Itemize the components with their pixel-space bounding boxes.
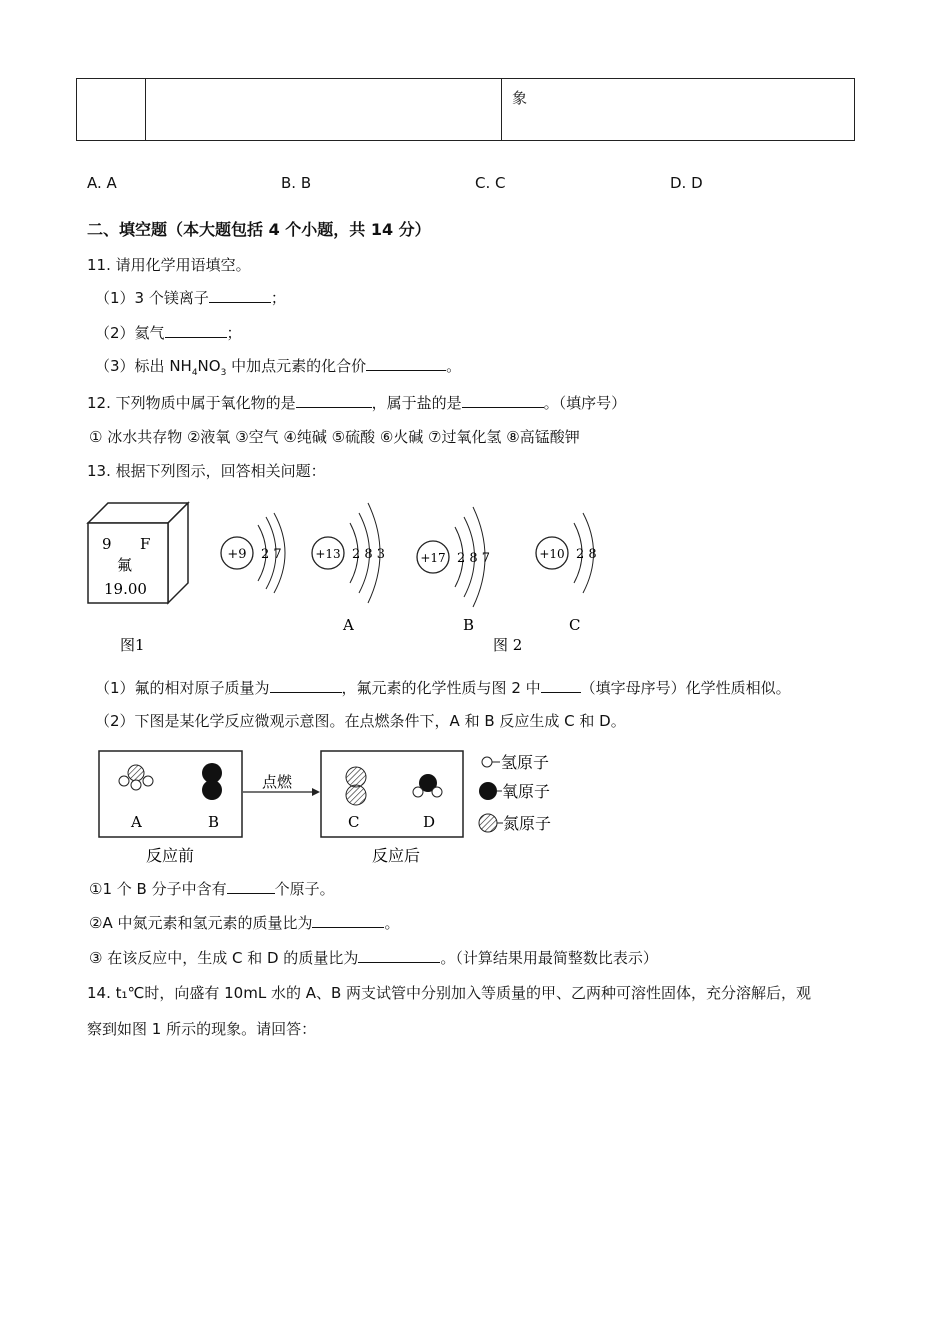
answer-blank[interactable] [462, 393, 544, 408]
q11-p1-end: ； [270, 289, 286, 307]
q13-s2-text: 。 [384, 914, 400, 932]
table-cell-text: 象 [512, 89, 528, 107]
q13-part2: （2）下图是某化学反应微观示意图。在点燃条件下，A 和 B 反应生成 C 和 D。 [95, 712, 626, 730]
atom-structure-f [221, 513, 285, 593]
answer-table [76, 78, 855, 141]
formula-dotted-element [198, 357, 221, 375]
q13-stem: 13. 根据下列图示，回答相关问题： [87, 462, 326, 480]
label-c: C [348, 813, 360, 831]
answer-blank[interactable] [541, 678, 581, 693]
shell-electrons: 2 8 3 [352, 547, 386, 562]
fig2-caption: 图 2 [493, 636, 523, 654]
option-b[interactable]: B. B [281, 174, 312, 192]
q12-items: ① 冰水共存物 ②液氧 ③空气 ④纯碱 ⑤硫酸 ⑥火碱 ⑦过氧化氢 ⑧高锰酸钾 [89, 428, 580, 446]
legend-hydrogen: 氢原子 [501, 753, 550, 772]
atom-label: C [569, 616, 581, 634]
atom-structure-c [536, 513, 597, 634]
q11-p3-text: （3）标出 [95, 357, 170, 375]
q14-line2: 察到如图 1 所示的现象。请回答： [87, 1020, 317, 1038]
section-title: 二、填空题（本大题包括 4 个小题，共 14 分） [87, 220, 431, 239]
formula-subscript: 4 [191, 368, 198, 378]
q11-part2 [95, 323, 242, 343]
q13-p1-text: ，氟元素的化学性质与图 2 中 [341, 679, 541, 697]
q12-stem [87, 393, 626, 413]
q13-s3-text: ③ 在该反应中，生成 C 和 D 的质量比为 [89, 949, 359, 967]
shell-electrons: 2 7 [261, 547, 282, 562]
table-cell [502, 79, 855, 141]
q13-s1-text: 个原子。 [274, 880, 335, 898]
legend-nitrogen: 氮原子 [503, 814, 552, 833]
atom-label: A [343, 616, 354, 634]
element-number: 9 [102, 535, 112, 553]
element-name: 氟 [117, 556, 133, 574]
q14-line1: 14. t₁℃时，向盛有 10mL 水的 A、B 两支试管中分别加入等质量的甲、乙两种可溶性固体，充分溶解后，观 [87, 984, 812, 1002]
q12-text: 12. 下列物质中属于氧化物的是 [87, 394, 296, 412]
atom-label: B [463, 616, 475, 634]
shell-electrons: 2 8 [576, 547, 597, 562]
q13-sub2 [89, 913, 400, 933]
nucleus-charge: +10 [539, 547, 565, 561]
label-b: B [208, 813, 220, 831]
element-card [88, 503, 188, 603]
legend-oxygen: 氧原子 [502, 782, 551, 801]
answer-blank[interactable] [227, 879, 275, 894]
formula-subscript: 3 [220, 368, 227, 378]
q13-part1 [95, 678, 791, 698]
nucleus-charge: +17 [420, 551, 446, 565]
before-caption: 反应前 [146, 846, 195, 865]
q11-stem: 11. 请用化学用语填空。 [87, 256, 251, 274]
answer-blank[interactable] [358, 948, 440, 963]
q13-p1-text: （1）氟的相对原子质量为 [95, 679, 270, 697]
answer-blank[interactable] [165, 323, 227, 338]
answer-blank[interactable] [312, 913, 384, 928]
q13-s3-text: 。（计算结果用最简整数比表示） [440, 949, 658, 967]
q13-p1-text: （填字母序号）化学性质相似。 [580, 679, 791, 697]
q11-part3 [95, 356, 461, 383]
q12-text: ，属于盐的是 [371, 394, 462, 412]
reaction-diagram [90, 745, 590, 870]
label-d: D [423, 813, 436, 831]
formula-part: NO [197, 357, 221, 375]
q12-text: 。（填序号） [543, 394, 627, 412]
answer-blank[interactable] [296, 393, 372, 408]
shell-electrons: 2 8 7 [457, 551, 491, 566]
table-cell [146, 79, 502, 141]
answer-blank[interactable] [209, 288, 271, 303]
q11-p2-text: （2）氦气 [95, 324, 165, 342]
nucleus-charge: +9 [227, 547, 247, 562]
label-a: A [131, 813, 142, 831]
q13-sub3 [89, 948, 658, 968]
table-cell [77, 79, 146, 141]
option-d[interactable]: D. D [670, 174, 703, 192]
fig1-caption: 图1 [120, 636, 145, 654]
answer-blank[interactable] [270, 678, 342, 693]
formula-part: NH [169, 357, 192, 375]
atom-figures [80, 495, 620, 660]
option-c[interactable]: C. C [475, 174, 506, 192]
q13-s2-text: ②A 中氮元素和氢元素的质量比为 [89, 914, 313, 932]
answer-blank[interactable] [366, 356, 446, 371]
q13-s1-text: ①1 个 B 分子中含有 [89, 880, 227, 898]
element-symbol: F [140, 535, 151, 553]
option-a[interactable]: A. A [87, 174, 117, 192]
q11-p2-end: ； [226, 324, 242, 342]
after-caption: 反应后 [372, 846, 421, 865]
q11-part1 [95, 288, 286, 308]
atom-structure-a [312, 503, 385, 634]
nucleus-charge: +13 [315, 547, 341, 561]
q11-p3-end: 。 [446, 357, 462, 375]
atom-structure-b [417, 507, 490, 634]
arrow-label: 点燃 [262, 773, 293, 791]
q11-p1-text: （1）3 个镁离子 [95, 289, 209, 307]
q13-sub1 [89, 879, 335, 899]
legend [479, 753, 551, 833]
q11-p3-text2: 中加点元素的化合价 [226, 357, 367, 375]
element-mass: 19.00 [104, 580, 147, 598]
